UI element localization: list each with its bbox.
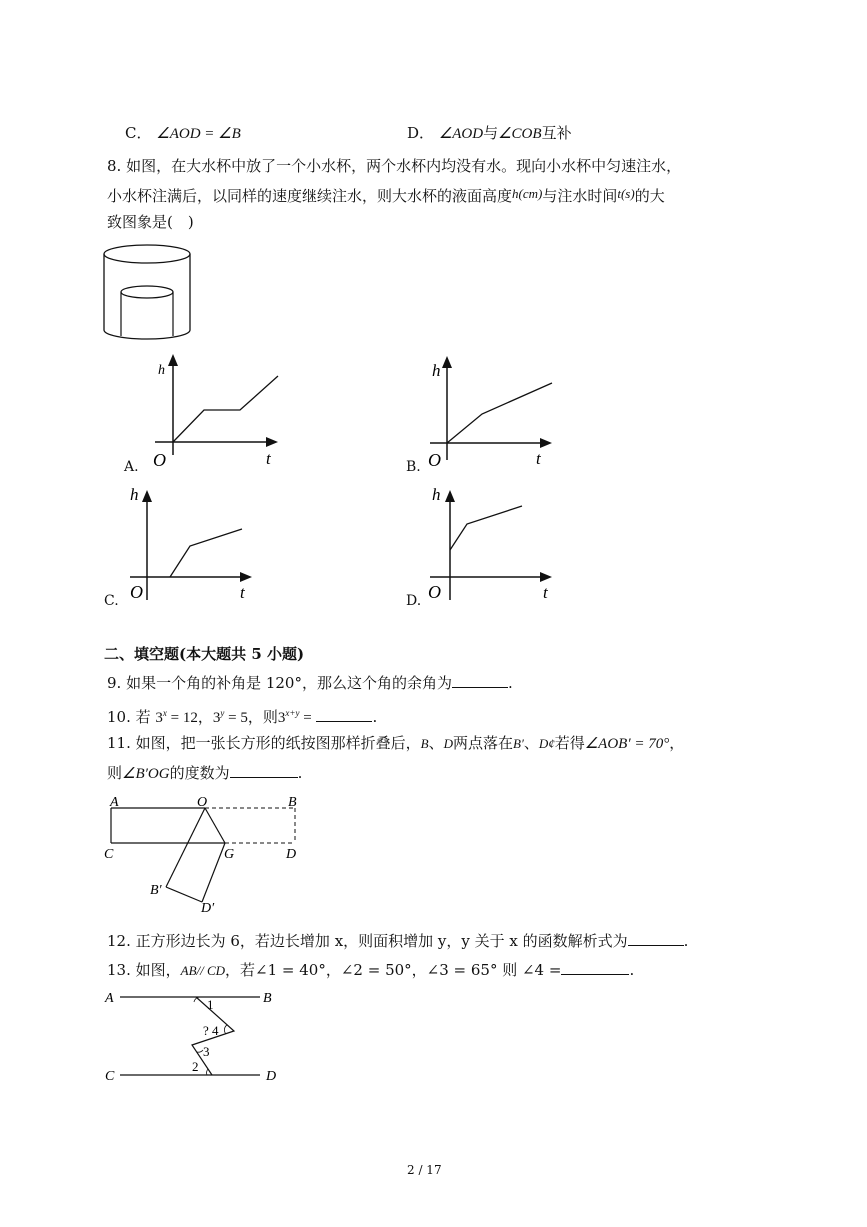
q7-option-d-math1: ∠AOD <box>438 126 484 142</box>
section2-title: 二、填空题(本大题共 5 小题) <box>104 645 305 663</box>
q11-B: B <box>420 736 429 751</box>
q11-sep: 、 <box>428 734 444 752</box>
q13-fig-4: ? 4 <box>203 1023 219 1038</box>
q10-answer-blank <box>316 707 372 722</box>
q12-text: 12. 正方形边长为 6，若边长增加 x，则面积增加 y，y 关于 x 的函数解析式为 <box>107 932 628 950</box>
graph-c-label: C. <box>104 593 119 609</box>
q8-line2 <box>107 184 665 206</box>
q13-fig-B: B <box>263 991 272 1006</box>
q11-fig-D: D <box>286 847 297 862</box>
q9-end: . <box>507 674 513 692</box>
q11-D: D <box>443 736 453 751</box>
q7-option-c-math: ∠AOD = ∠B <box>156 126 241 142</box>
q13-mid: ，若∠1 = 40°，∠2 = 50°，∠3 = 65° 则 ∠4 = <box>225 961 562 979</box>
graph-a-label: A. <box>124 459 139 475</box>
q10-sep2: ，则 <box>247 708 278 726</box>
q13 <box>107 960 634 981</box>
q13-figure <box>100 985 290 1090</box>
cup-figure <box>100 240 195 345</box>
q13-fig-D: D <box>266 1069 277 1084</box>
q11-fig-O: O <box>197 795 208 810</box>
q11-end1: ， <box>669 734 685 752</box>
q7-option-d-label: D． <box>407 124 435 142</box>
graph-c-origin: O <box>130 582 143 602</box>
graph-d-t: t <box>543 583 548 602</box>
graph-option-c <box>120 480 290 610</box>
q8-line2-c: 的大 <box>634 187 665 205</box>
q11-fig-G: G <box>224 847 235 862</box>
q13-fig-2: 2 <box>192 1059 199 1074</box>
q8-h-unit: h(cm) <box>512 186 543 201</box>
graph-b-origin: O <box>428 450 441 470</box>
q13-fig-1: 1 <box>207 997 214 1012</box>
q9-answer-blank <box>452 673 508 688</box>
q7-option-d <box>407 123 572 144</box>
graph-c-curve <box>170 529 242 577</box>
q11-answer-blank <box>230 763 298 778</box>
q11-Dp: D¢ <box>538 736 555 751</box>
q12-end: . <box>683 932 689 950</box>
graph-option-a <box>120 350 290 475</box>
graph-d-h: h <box>432 485 441 504</box>
q11-line2 <box>107 763 302 784</box>
q10-eq3: $3^{x+y}$ = <box>277 708 312 726</box>
graph-d-label: D. <box>406 593 422 609</box>
graph-a-h: h <box>158 363 165 378</box>
q7-option-d-text2: 互补 <box>541 124 572 142</box>
q7-option-c-label: C． <box>125 124 152 142</box>
q11-figure <box>100 790 315 920</box>
q11-line2-a: 则 <box>107 764 123 782</box>
q8-line1: 8. 如图，在大水杯中放了一个小水杯，两个水杯内均没有水。现向小水杯中匀速注水， <box>107 157 682 175</box>
q11-fig-A: A <box>110 795 119 810</box>
q11-fig-Bp: B′ <box>150 883 162 898</box>
graph-a-t: t <box>266 449 271 468</box>
q7-option-d-math2: ∠COB <box>498 126 542 142</box>
q11-sep2: 、 <box>523 734 539 752</box>
q13-fig-3: 3 <box>203 1044 210 1059</box>
q11-angle: ∠AOB′ = 70° <box>584 736 670 752</box>
q8-line2-b: 与注水时间 <box>542 187 618 205</box>
q11-end2: . <box>297 764 303 782</box>
q10-end: . <box>372 708 378 726</box>
q9 <box>107 673 513 693</box>
q8-line2-a: 小水杯注满后，以同样的速度继续注水，则大水杯的液面高度 <box>107 187 513 205</box>
graph-option-b <box>402 350 572 475</box>
graph-b-t: t <box>536 449 541 468</box>
small-cup-rim <box>121 286 173 298</box>
graph-b-h: h <box>432 361 441 380</box>
q10-prefix: 10. 若 <box>107 708 151 726</box>
q10-sep1: ， <box>197 708 213 726</box>
q11-fig-C: C <box>104 847 114 862</box>
q11-line1-c: 若得 <box>554 734 585 752</box>
q13-parallel: AB// CD <box>180 963 226 978</box>
q13-prefix: 13. 如图， <box>107 961 181 979</box>
graph-a-origin: O <box>153 450 166 470</box>
q11-line2-b: 的度数为 <box>169 764 230 782</box>
graph-b-label: B. <box>406 459 421 475</box>
page-number: 2 / 17 <box>407 1163 442 1177</box>
q10-eq2: $3^y = 5$ <box>212 708 248 726</box>
graph-c-h: h <box>130 485 139 504</box>
q13-fig-C: C <box>105 1069 115 1084</box>
q11-fig-B: B <box>288 795 297 810</box>
q11-Bp: B′ <box>513 736 524 751</box>
q11-line1-a: 11. 如图，把一张长方形的纸按图那样折叠后， <box>107 734 421 752</box>
graph-d-curve <box>450 506 522 550</box>
q12-answer-blank <box>628 931 684 946</box>
big-cup-bottom <box>104 330 190 339</box>
q7-option-c <box>125 123 241 144</box>
q13-answer-blank <box>561 960 629 975</box>
q13-end: . <box>629 961 635 979</box>
q11-line1 <box>107 733 684 754</box>
graph-d-origin: O <box>428 582 441 602</box>
q11-angle2: ∠B′OG <box>122 766 170 782</box>
q11-line1-b: 两点落在 <box>453 734 514 752</box>
q12 <box>107 931 688 951</box>
q10-eq1: $3^x = 12$ <box>155 708 198 726</box>
q10 <box>107 703 377 728</box>
graph-option-d <box>402 480 572 610</box>
q8-t-unit: t(s) <box>617 186 635 201</box>
graph-c-t: t <box>240 583 245 602</box>
q8-line3: 致图象是( ) <box>107 213 194 231</box>
graph-b-curve <box>447 383 552 443</box>
q11-fig-Dp: D′ <box>201 901 215 916</box>
q7-option-d-text1: 与 <box>483 124 499 142</box>
graph-a-curve <box>173 376 278 442</box>
q13-fig-A: A <box>105 991 114 1006</box>
big-cup-rim <box>104 245 190 263</box>
q9-text: 9. 如果一个角的补角是 120°，那么这个角的余角为 <box>107 674 452 692</box>
